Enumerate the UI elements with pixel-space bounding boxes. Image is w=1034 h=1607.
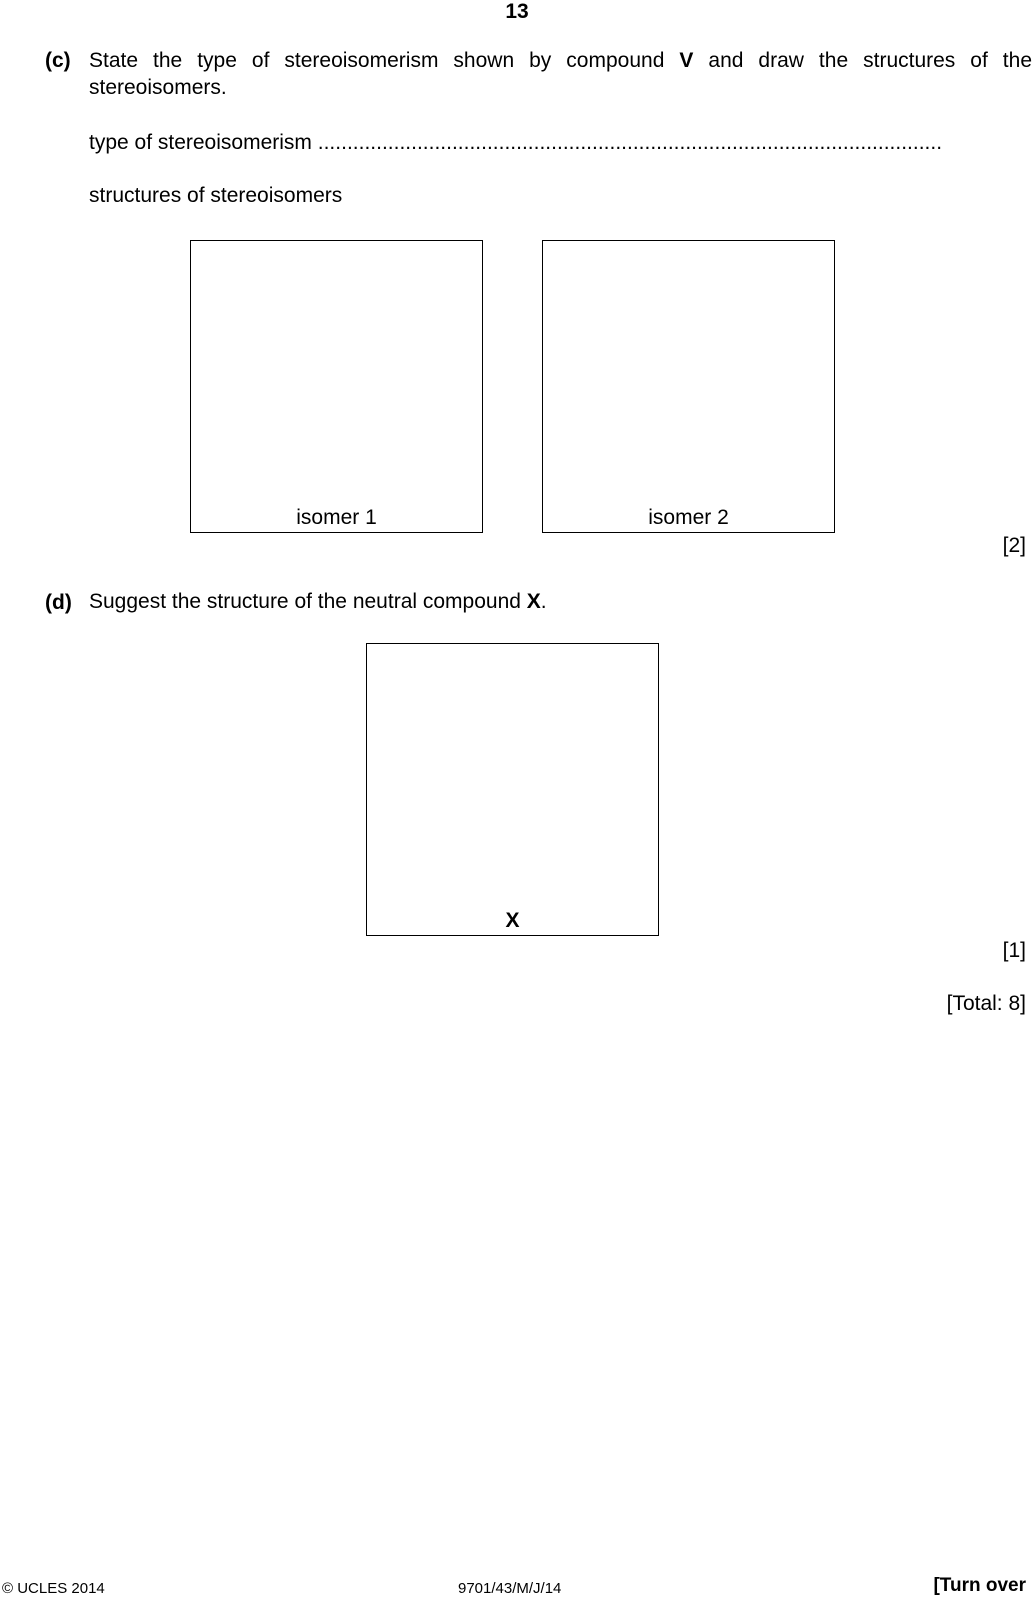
part-d-marks: [1] [1002, 939, 1026, 962]
total-marks: [Total: 8] [946, 992, 1026, 1015]
part-d-label: (d) [45, 591, 72, 614]
part-c-question-pre: State the type of stereoisomerism shown by compound [89, 49, 680, 72]
type-prompt: type of stereoisomerism [89, 131, 312, 154]
compound-x-label: X [505, 909, 520, 932]
compound-x-answer-box[interactable] [366, 643, 659, 936]
page-number: 13 [505, 0, 529, 23]
part-c-question [89, 47, 1032, 101]
compound-v: V [679, 49, 694, 72]
part-c-question-post: and draw the structures of the stereoisomers. [89, 49, 1032, 99]
part-d-question-post: . [540, 590, 547, 613]
footer-paper-code: 9701/43/M/J/14 [458, 1580, 562, 1597]
part-c-marks: [2] [1002, 534, 1026, 557]
answer-dots: ........................................................................................................... [317, 131, 943, 154]
isomer-1-label: isomer 1 [296, 506, 377, 529]
compound-x: X [526, 590, 541, 613]
isomer-2-label: isomer 2 [648, 506, 729, 529]
part-d-question-pre: Suggest the structure of the neutral compound [89, 590, 527, 613]
structures-prompt: structures of stereoisomers [89, 184, 343, 207]
footer-copyright: © UCLES 2014 [2, 1580, 105, 1597]
isomer-1-answer-box[interactable] [190, 240, 483, 533]
part-d-question [89, 590, 547, 614]
type-of-stereoisomerism-line[interactable] [89, 131, 1032, 155]
isomer-2-answer-box[interactable] [542, 240, 835, 533]
turn-over: [Turn over [933, 1575, 1026, 1596]
part-c-label: (c) [45, 49, 71, 72]
